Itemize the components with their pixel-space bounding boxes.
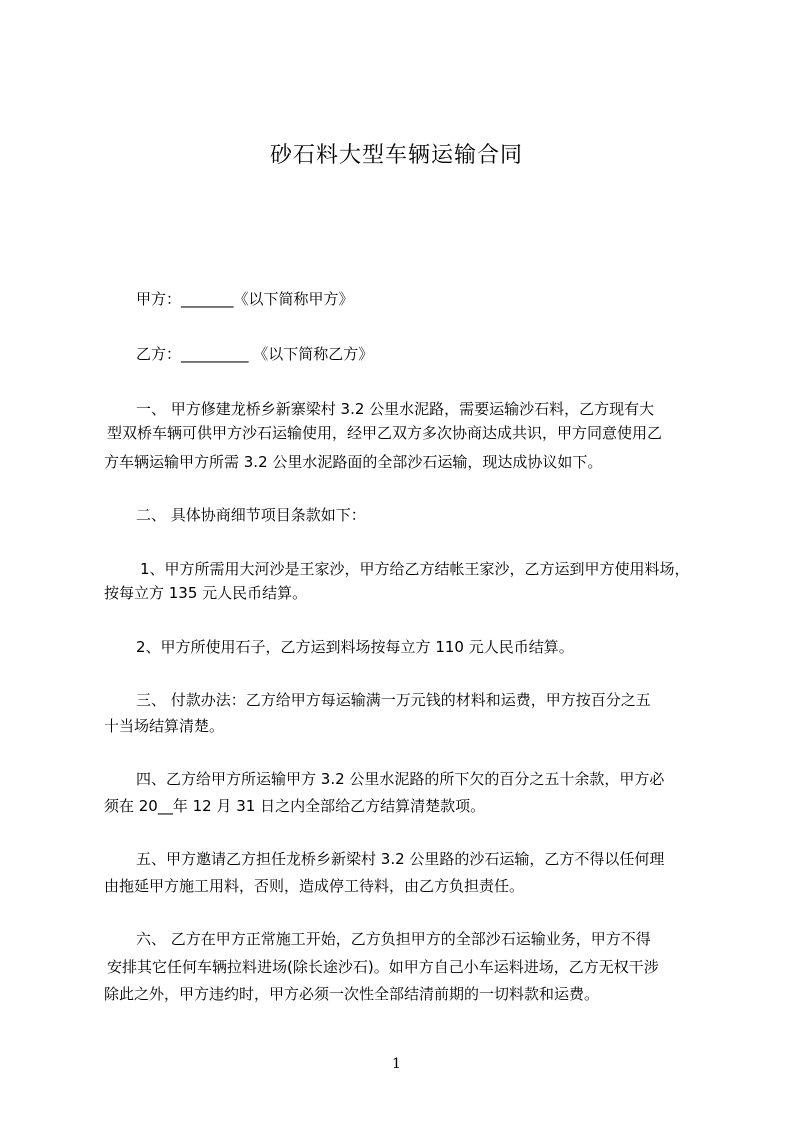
clause-3-line-2: 十当场结算清楚。 xyxy=(104,717,225,735)
party-a-line: 甲方：_______《以下简称甲方》 xyxy=(136,290,354,308)
party-b-line: 乙方：_________ 《以下简称乙方》 xyxy=(136,345,374,363)
item-1-line-1: 1、甲方所需用大河沙是王家沙，甲方给乙方结帐王家沙，乙方运到甲方使用料场， xyxy=(140,560,690,578)
item-2-line-1: 2、甲方所使用石子，乙方运到料场按每立方 110 元人民币结算。 xyxy=(136,638,574,656)
clause-1-line-1: 一、 甲方修建龙桥乡新寨梁村 3.2 公里水泥路，需要运输沙石料，乙方现有大 xyxy=(136,400,655,418)
clause-2-line-1: 二、 具体协商细节项目条款如下： xyxy=(136,506,366,524)
clause-5-line-2: 由拖延甲方施工用料，否则，造成停工待料，由乙方负担责任。 xyxy=(104,877,525,895)
clause-1-line-3: 方车辆运输甲方所需 3.2 公里水泥路面的全部沙石运输，现达成协议如下。 xyxy=(104,453,603,471)
clause-3-line-1: 三、 付款办法：乙方给甲方每运输满一万元钱的材料和运费，甲方按百分之五 xyxy=(136,691,651,709)
clause-6-line-2: 安排其它任何车辆拉料进场(除长途沙石)。如甲方自己小车运料进场，乙方无权干涉 xyxy=(107,958,659,976)
clause-6-line-3: 除此之外，甲方违约时，甲方必须一次性全部结清前期的一切料款和运费。 xyxy=(104,985,600,1003)
item-1-line-2: 按每立方 135 元人民币结算。 xyxy=(104,584,308,602)
clause-5-line-1: 五、甲方邀请乙方担任龙桥乡新梁村 3.2 公里路的沙石运输，乙方不得以任何理 xyxy=(136,850,665,868)
clause-1-line-2: 型双桥车辆可供甲方沙石运输使用，经甲乙双方多次协商达成共识，甲方同意使用乙 xyxy=(107,424,663,442)
document-title: 砂石料大型车辆运输合同 xyxy=(269,143,523,168)
clause-4-line-2: 须在 20__年 12 月 31 日之内全部给乙方结算清楚款项。 xyxy=(104,797,486,815)
clause-6-line-1: 六、 乙方在甲方正常施工开始，乙方负担甲方的全部沙石运输业务，甲方不得 xyxy=(136,930,651,948)
page-number: 1 xyxy=(392,1056,401,1072)
clause-4-line-1: 四、乙方给甲方所运输甲方 3.2 公里水泥路的所下欠的百分之五十余款，甲方必 xyxy=(136,770,665,788)
